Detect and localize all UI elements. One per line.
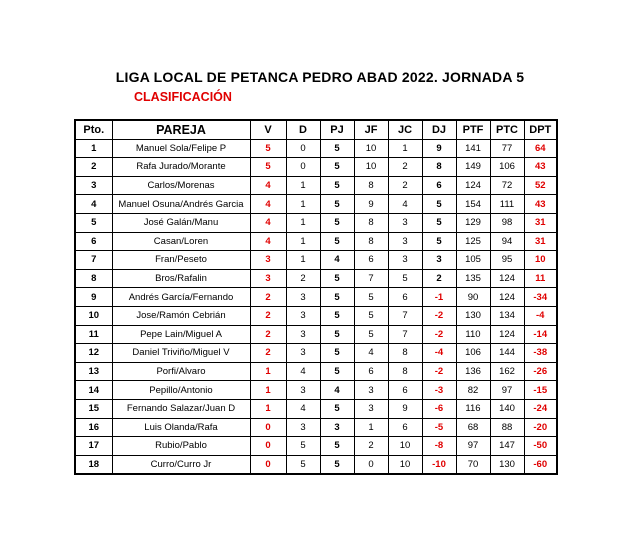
played-cell: 5 [320, 288, 354, 307]
pair-name-cell: Porfi/Alvaro [112, 362, 250, 381]
pair-name-cell: Rafa Jurado/Morante [112, 158, 250, 177]
losses-cell: 3 [286, 418, 320, 437]
points-diff-cell: 31 [524, 213, 557, 232]
table-row [75, 195, 557, 214]
losses-cell: 1 [286, 251, 320, 270]
games-diff-cell: -6 [422, 399, 456, 418]
wins-cell: 3 [250, 269, 286, 288]
points-for-cell: 124 [456, 176, 490, 195]
points-for-cell: 82 [456, 381, 490, 400]
games-diff-cell: -2 [422, 306, 456, 325]
games-for-cell: 5 [354, 288, 388, 307]
pair-name-cell: Jose/Ramón Cebrián [112, 306, 250, 325]
losses-cell: 1 [286, 176, 320, 195]
points-against-cell: 97 [490, 381, 524, 400]
position-cell: 17 [75, 437, 112, 456]
wins-cell: 4 [250, 232, 286, 251]
points-for-cell: 141 [456, 139, 490, 158]
games-against-cell: 3 [388, 213, 422, 232]
pair-name-cell: Fran/Peseto [112, 251, 250, 270]
wins-cell: 0 [250, 455, 286, 474]
table-row [75, 362, 557, 381]
games-for-cell: 4 [354, 344, 388, 363]
points-diff-cell: -15 [524, 381, 557, 400]
wins-cell: 4 [250, 176, 286, 195]
points-for-cell: 129 [456, 213, 490, 232]
table-row [75, 176, 557, 195]
points-diff-cell: -14 [524, 325, 557, 344]
points-against-cell: 134 [490, 306, 524, 325]
games-against-cell: 3 [388, 251, 422, 270]
losses-cell: 1 [286, 195, 320, 214]
games-for-cell: 5 [354, 306, 388, 325]
pair-name-cell: Curro/Curro Jr [112, 455, 250, 474]
wins-cell: 3 [250, 251, 286, 270]
position-cell: 18 [75, 455, 112, 474]
games-diff-cell: -1 [422, 288, 456, 307]
wins-cell: 1 [250, 381, 286, 400]
points-for-cell: 68 [456, 418, 490, 437]
games-against-cell: 9 [388, 399, 422, 418]
position-cell: 9 [75, 288, 112, 307]
position-cell: 12 [75, 344, 112, 363]
points-against-cell: 77 [490, 139, 524, 158]
wins-cell: 0 [250, 418, 286, 437]
losses-cell: 3 [286, 381, 320, 400]
wins-cell: 1 [250, 362, 286, 381]
points-diff-cell: 43 [524, 195, 557, 214]
pair-name-cell: Manuel Sola/Felipe P [112, 139, 250, 158]
position-cell: 6 [75, 232, 112, 251]
points-diff-cell: 52 [524, 176, 557, 195]
games-for-cell: 8 [354, 232, 388, 251]
points-diff-cell: 43 [524, 158, 557, 177]
games-for-cell: 10 [354, 158, 388, 177]
played-cell: 5 [320, 437, 354, 456]
losses-cell: 3 [286, 344, 320, 363]
games-for-cell: 10 [354, 139, 388, 158]
losses-cell: 2 [286, 269, 320, 288]
games-for-cell: 2 [354, 437, 388, 456]
losses-cell: 4 [286, 399, 320, 418]
position-cell: 16 [75, 418, 112, 437]
played-cell: 5 [320, 269, 354, 288]
position-cell: 15 [75, 399, 112, 418]
points-against-cell: 72 [490, 176, 524, 195]
wins-cell: 0 [250, 437, 286, 456]
points-diff-cell: 64 [524, 139, 557, 158]
position-cell: 1 [75, 139, 112, 158]
pair-name-cell: Fernando Salazar/Juan D [112, 399, 250, 418]
games-diff-cell: 8 [422, 158, 456, 177]
table-row [75, 455, 557, 474]
losses-cell: 0 [286, 139, 320, 158]
games-against-cell: 2 [388, 176, 422, 195]
games-against-cell: 6 [388, 288, 422, 307]
table-row [75, 325, 557, 344]
games-against-cell: 4 [388, 195, 422, 214]
games-diff-cell: 5 [422, 213, 456, 232]
games-against-cell: 5 [388, 269, 422, 288]
played-cell: 5 [320, 399, 354, 418]
played-cell: 5 [320, 455, 354, 474]
games-against-cell: 7 [388, 325, 422, 344]
points-for-cell: 106 [456, 344, 490, 363]
points-for-cell: 125 [456, 232, 490, 251]
pair-name-cell: Rubio/Pablo [112, 437, 250, 456]
games-for-cell: 6 [354, 362, 388, 381]
pair-name-cell: Carlos/Morenas [112, 176, 250, 195]
played-cell: 3 [320, 418, 354, 437]
header-ptc: PTC [490, 120, 524, 139]
games-against-cell: 3 [388, 232, 422, 251]
table-row [75, 269, 557, 288]
games-diff-cell: 6 [422, 176, 456, 195]
points-for-cell: 97 [456, 437, 490, 456]
games-against-cell: 6 [388, 418, 422, 437]
played-cell: 5 [320, 213, 354, 232]
played-cell: 5 [320, 344, 354, 363]
losses-cell: 5 [286, 455, 320, 474]
position-cell: 8 [75, 269, 112, 288]
table-row [75, 381, 557, 400]
points-diff-cell: -38 [524, 344, 557, 363]
header-row [75, 120, 557, 139]
header-pareja: PAREJA [112, 120, 250, 139]
points-diff-cell: -26 [524, 362, 557, 381]
points-diff-cell: 10 [524, 251, 557, 270]
pair-name-cell: Bros/Rafalin [112, 269, 250, 288]
points-against-cell: 106 [490, 158, 524, 177]
losses-cell: 3 [286, 306, 320, 325]
header-v: V [250, 120, 286, 139]
pair-name-cell: Pepe Lain/Miguel A [112, 325, 250, 344]
position-cell: 4 [75, 195, 112, 214]
games-for-cell: 8 [354, 176, 388, 195]
table-row [75, 213, 557, 232]
played-cell: 5 [320, 176, 354, 195]
points-for-cell: 70 [456, 455, 490, 474]
table-row [75, 288, 557, 307]
games-diff-cell: -10 [422, 455, 456, 474]
losses-cell: 4 [286, 362, 320, 381]
points-against-cell: 95 [490, 251, 524, 270]
header-jc: JC [388, 120, 422, 139]
points-diff-cell: 11 [524, 269, 557, 288]
games-diff-cell: 9 [422, 139, 456, 158]
games-diff-cell: -8 [422, 437, 456, 456]
points-against-cell: 88 [490, 418, 524, 437]
points-against-cell: 147 [490, 437, 524, 456]
points-for-cell: 90 [456, 288, 490, 307]
header-pj: PJ [320, 120, 354, 139]
points-diff-cell: -20 [524, 418, 557, 437]
games-for-cell: 3 [354, 399, 388, 418]
games-diff-cell: -5 [422, 418, 456, 437]
section-subtitle: CLASIFICACIÓN [134, 90, 232, 104]
table-row [75, 437, 557, 456]
page-title: LIGA LOCAL DE PETANCA PEDRO ABAD 2022. JORNADA 5 [115, 69, 525, 85]
played-cell: 4 [320, 251, 354, 270]
played-cell: 5 [320, 306, 354, 325]
table-row [75, 399, 557, 418]
pair-name-cell: Luis Olanda/Rafa [112, 418, 250, 437]
points-diff-cell: -34 [524, 288, 557, 307]
games-diff-cell: 2 [422, 269, 456, 288]
played-cell: 5 [320, 325, 354, 344]
games-for-cell: 5 [354, 325, 388, 344]
pair-name-cell: Daniel Triviño/Miguel V [112, 344, 250, 363]
pair-name-cell: Casan/Loren [112, 232, 250, 251]
table-row [75, 139, 557, 158]
games-against-cell: 1 [388, 139, 422, 158]
points-for-cell: 136 [456, 362, 490, 381]
points-diff-cell: -50 [524, 437, 557, 456]
position-cell: 7 [75, 251, 112, 270]
position-cell: 10 [75, 306, 112, 325]
games-diff-cell: -3 [422, 381, 456, 400]
table-row [75, 158, 557, 177]
points-diff-cell: -24 [524, 399, 557, 418]
points-diff-cell: 31 [524, 232, 557, 251]
games-diff-cell: -4 [422, 344, 456, 363]
header-jf: JF [354, 120, 388, 139]
pair-name-cell: Pepillo/Antonio [112, 381, 250, 400]
games-diff-cell: -2 [422, 325, 456, 344]
games-against-cell: 7 [388, 306, 422, 325]
header-pto: Pto. [75, 120, 112, 139]
games-for-cell: 9 [354, 195, 388, 214]
points-against-cell: 124 [490, 288, 524, 307]
wins-cell: 4 [250, 195, 286, 214]
header-dpt: DPT [524, 120, 557, 139]
played-cell: 5 [320, 158, 354, 177]
played-cell: 5 [320, 139, 354, 158]
losses-cell: 1 [286, 232, 320, 251]
wins-cell: 5 [250, 158, 286, 177]
points-for-cell: 149 [456, 158, 490, 177]
points-against-cell: 130 [490, 455, 524, 474]
games-for-cell: 1 [354, 418, 388, 437]
points-for-cell: 130 [456, 306, 490, 325]
points-against-cell: 124 [490, 325, 524, 344]
table-row [75, 232, 557, 251]
header-ptf: PTF [456, 120, 490, 139]
games-for-cell: 0 [354, 455, 388, 474]
wins-cell: 2 [250, 344, 286, 363]
points-against-cell: 124 [490, 269, 524, 288]
games-against-cell: 10 [388, 437, 422, 456]
losses-cell: 0 [286, 158, 320, 177]
games-diff-cell: 5 [422, 232, 456, 251]
points-for-cell: 135 [456, 269, 490, 288]
games-for-cell: 3 [354, 381, 388, 400]
header-d: D [286, 120, 320, 139]
games-against-cell: 2 [388, 158, 422, 177]
games-against-cell: 10 [388, 455, 422, 474]
points-against-cell: 94 [490, 232, 524, 251]
points-diff-cell: -60 [524, 455, 557, 474]
points-diff-cell: -4 [524, 306, 557, 325]
position-cell: 2 [75, 158, 112, 177]
wins-cell: 2 [250, 306, 286, 325]
position-cell: 14 [75, 381, 112, 400]
points-for-cell: 110 [456, 325, 490, 344]
position-cell: 11 [75, 325, 112, 344]
losses-cell: 3 [286, 325, 320, 344]
wins-cell: 2 [250, 325, 286, 344]
standings-table [74, 119, 558, 475]
pair-name-cell: Andrés García/Fernando [112, 288, 250, 307]
points-against-cell: 98 [490, 213, 524, 232]
pair-name-cell: Manuel Osuna/Andrés Garcia [112, 195, 250, 214]
games-against-cell: 8 [388, 344, 422, 363]
losses-cell: 5 [286, 437, 320, 456]
position-cell: 5 [75, 213, 112, 232]
points-against-cell: 140 [490, 399, 524, 418]
games-for-cell: 8 [354, 213, 388, 232]
table-row [75, 344, 557, 363]
games-diff-cell: 3 [422, 251, 456, 270]
games-for-cell: 7 [354, 269, 388, 288]
played-cell: 4 [320, 381, 354, 400]
losses-cell: 1 [286, 213, 320, 232]
points-for-cell: 154 [456, 195, 490, 214]
games-against-cell: 6 [388, 381, 422, 400]
table-row [75, 418, 557, 437]
wins-cell: 2 [250, 288, 286, 307]
points-for-cell: 116 [456, 399, 490, 418]
position-cell: 13 [75, 362, 112, 381]
played-cell: 5 [320, 232, 354, 251]
header-dj: DJ [422, 120, 456, 139]
wins-cell: 1 [250, 399, 286, 418]
points-against-cell: 111 [490, 195, 524, 214]
points-against-cell: 162 [490, 362, 524, 381]
played-cell: 5 [320, 362, 354, 381]
games-diff-cell: -2 [422, 362, 456, 381]
position-cell: 3 [75, 176, 112, 195]
points-against-cell: 144 [490, 344, 524, 363]
games-against-cell: 8 [388, 362, 422, 381]
table-row [75, 306, 557, 325]
table-row [75, 251, 557, 270]
pair-name-cell: José Galán/Manu [112, 213, 250, 232]
games-diff-cell: 5 [422, 195, 456, 214]
losses-cell: 3 [286, 288, 320, 307]
wins-cell: 5 [250, 139, 286, 158]
played-cell: 5 [320, 195, 354, 214]
games-for-cell: 6 [354, 251, 388, 270]
points-for-cell: 105 [456, 251, 490, 270]
wins-cell: 4 [250, 213, 286, 232]
